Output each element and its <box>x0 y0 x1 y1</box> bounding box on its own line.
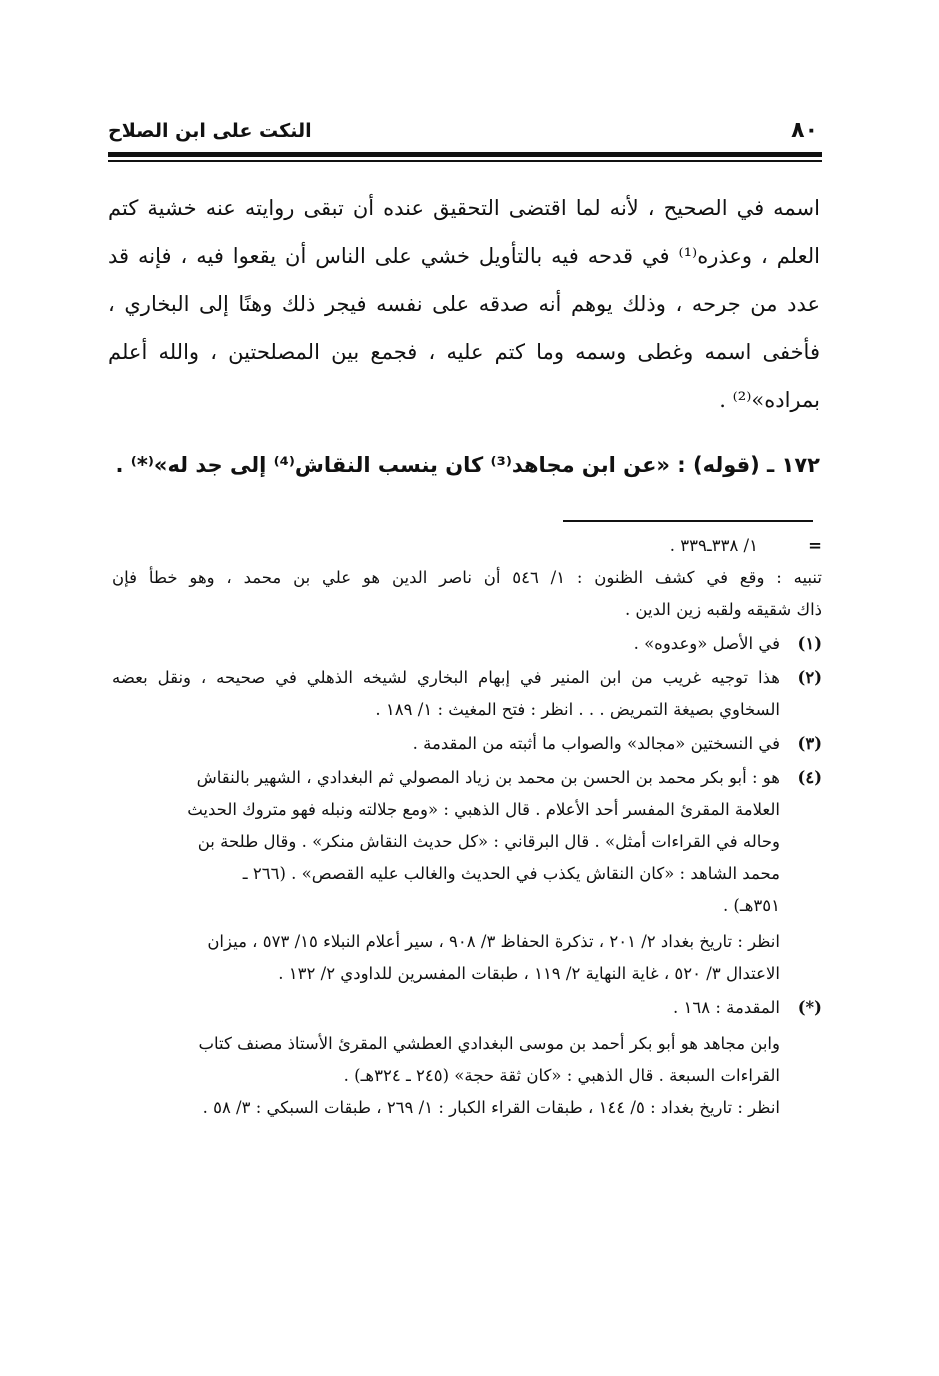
footnote-number: (٢) <box>797 668 822 687</box>
footnote-1: (١) في الأصل «وعدوه» . <box>112 628 822 660</box>
footnote-4-refs: الاعتدال ٣/ ٥٢٠ ، غاية النهاية ٢/ ١١٩ ، طبقات المفسرين للداودي ٢/ ١٣٢ . <box>278 964 780 983</box>
page-header <box>108 118 818 152</box>
footnote-star-line: انظر : تاريخ بغداد : ٥/ ١٤٤ ، طبقات القراء الكبار : ١/ ٢٦٩ ، طبقات السبكي : ٣/ ٥٨ . <box>202 1098 780 1117</box>
main-text <box>108 184 820 424</box>
body-line: عدد من جرحه ، وذلك يوهم أنه صدقه على نفسه فيجر ذلك وهنًا إلى البخاري ، <box>108 292 820 316</box>
footnote-star-mark: (*) <box>797 998 822 1017</box>
footnote-star-line: وابن مجاهد هو أبو بكر أحمد بن موسى البغدادي العطشي المقرئ الأستاذ مصنف كتاب <box>198 1034 780 1053</box>
entry-heading: ١٧٢ ـ (قوله) : «عن ابن مجاهد⁽³⁾ كان ينسب النقاش⁽⁴⁾ إلى جد له»⁽*⁾ . <box>115 453 820 477</box>
footnote-star-line: القراءات السبعة . قال الذهبي : «كان ثقة حجة» (٢٤٥ ـ ٣٢٤هـ) . <box>343 1066 780 1085</box>
footnote-4-line: محمد الشاهد : «كان النقاش يكذب في الحديث والغالب عليه القصص» . (٢٦٦ ـ <box>242 864 780 883</box>
tanbih-line: تنبيه : وقع في كشف الظنون : ١/ ٥٤٦ أن ناصر الدين هو علي بن محمد ، وهو خطأ فإن <box>112 568 822 587</box>
header-rule-thin <box>108 160 822 162</box>
body-line: بمراده»⁽²⁾ . <box>719 388 820 412</box>
page-number: ٨٠ <box>791 118 818 143</box>
footnote-number: (١) <box>797 634 822 653</box>
header-rule-thick <box>108 152 822 157</box>
tanbih-line: ذاك شقيقه ولقبه زين الدين . <box>624 600 822 619</box>
continuation-mark: = <box>808 536 822 555</box>
footnote-star: (*) المقدمة : ١٦٨ . <box>112 992 822 1024</box>
footnote-4-line: العلامة المقرئ المفسر أحد الأعلام . قال الذهبي : «ومع جلالته ونبله فهو متروك الحديث <box>187 800 780 819</box>
footnote-number: (٣) <box>797 734 822 753</box>
body-line: فأخفى اسمه وغطى وسمه وما كتم عليه ، فجمع بين المصلحتين ، والله أعلم <box>108 340 820 364</box>
body-line: العلم ، وعذره⁽¹⁾ في قدحه فيه بالتأويل خشي على الناس أن يقعوا فيه ، فإنه قد <box>108 244 820 268</box>
footnote-2-line: السخاوي بصيغة التمريض . . . انظر : فتح المغيث : ١/ ١٨٩ . <box>375 700 780 719</box>
footnote-4: (٤) هو : أبو بكر محمد بن الحسن بن محمد بن زياد المصولي ثم البغدادي ، الشهير بالنقاش <box>112 762 822 794</box>
running-title: النكت على ابن الصلاح <box>108 120 312 142</box>
footnote-2: (٢) هذا توجيه غريب من ابن المنير في إبهام البخاري لشيخه الذهلي في صحيحه ، ونقل بعضه <box>112 662 822 694</box>
footnote-continuation: = ١/ ٣٣٨ـ٣٣٩ . <box>112 530 822 562</box>
footnote-number: (٤) <box>797 768 822 787</box>
footnote-3: (٣) في النسختين «مجالد» والصواب ما أثبته من المقدمة . <box>112 728 822 760</box>
footnote-separator <box>563 520 813 522</box>
body-line: اسمه في الصحيح ، لأنه لما اقتضى التحقيق عنده أن تبقى روايته عنه خشية كتم <box>108 196 820 220</box>
footnote-4-line: ٣٥١هـ) . <box>722 896 780 915</box>
footnote-4-line: وحاله في القراءات أمثل» . قال البرقاني : «كل حديث النقاش منكر» . وقال طلحة بن <box>197 832 780 851</box>
footnote-4-refs: انظر : تاريخ بغداد ٢/ ٢٠١ ، تذكرة الحفاظ ٣/ ٩٠٨ ، سير أعلام النبلاء ١٥/ ٥٧٣ ، ميزان <box>207 932 780 951</box>
